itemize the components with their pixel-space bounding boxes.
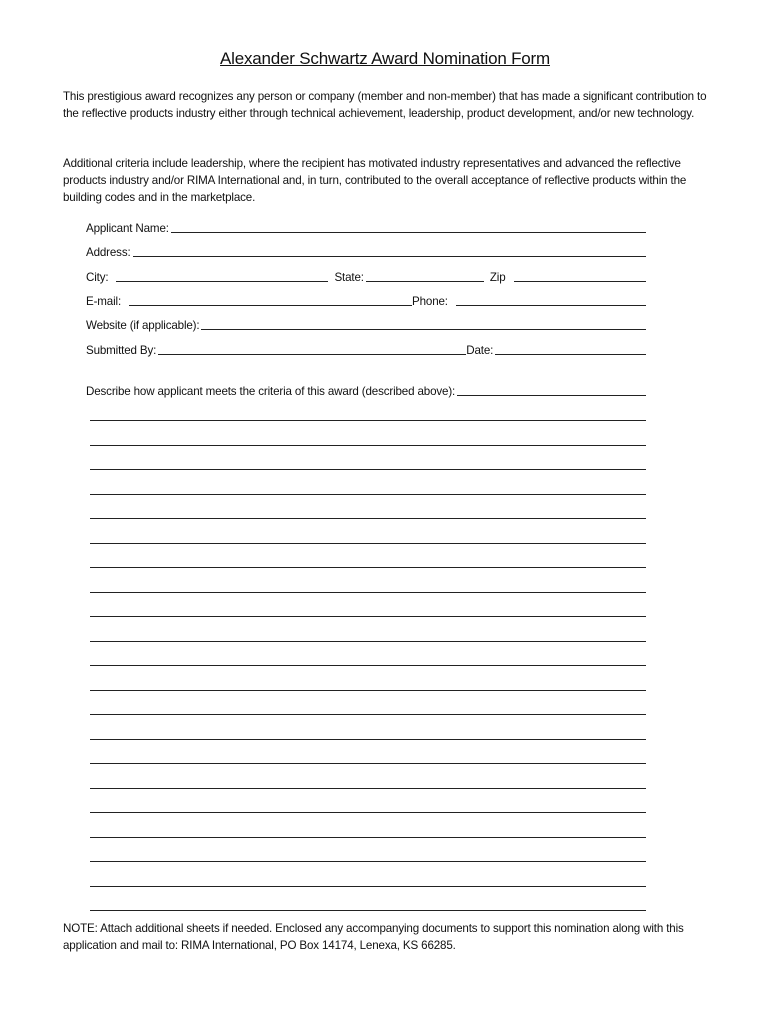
phone-field[interactable]	[456, 304, 646, 306]
zip-field[interactable]	[514, 280, 646, 282]
answer-line[interactable]	[90, 420, 646, 421]
answer-line[interactable]	[90, 763, 646, 764]
answer-line[interactable]	[90, 567, 646, 568]
submitted-by-field[interactable]	[158, 353, 466, 355]
email-field[interactable]	[129, 304, 412, 306]
address-label: Address:	[86, 246, 131, 259]
zip-label: Zip	[489, 271, 506, 284]
describe-label: Describe how applicant meets the criteria of this award (described above):	[86, 385, 456, 398]
answer-line[interactable]	[90, 665, 646, 666]
address-field[interactable]	[133, 255, 646, 257]
state-label: State:	[334, 271, 364, 284]
website-row	[86, 315, 646, 333]
describe-first-line[interactable]	[457, 394, 646, 396]
applicant-name-field[interactable]	[171, 231, 646, 233]
answer-line[interactable]	[90, 592, 646, 593]
answer-line[interactable]	[90, 616, 646, 617]
email-phone-row	[86, 291, 646, 309]
answer-line[interactable]	[90, 812, 646, 813]
answer-line[interactable]	[90, 861, 646, 862]
answer-line[interactable]	[90, 494, 646, 495]
answer-line[interactable]	[90, 886, 646, 887]
answer-line[interactable]	[90, 910, 646, 911]
answer-line[interactable]	[90, 469, 646, 470]
note-text: NOTE: Attach additional sheets if needed. Enclosed any accompanying documents to support this nomination along with this application and mail to: RIMA International, PO Box 14174, Lenexa, KS 66285.	[63, 922, 684, 952]
applicant-name-row	[86, 218, 646, 236]
city-field[interactable]	[116, 280, 328, 282]
answer-line[interactable]	[90, 714, 646, 715]
date-field[interactable]	[495, 353, 646, 355]
answer-line[interactable]	[90, 445, 646, 446]
submitted-by-label: Submitted By:	[86, 344, 157, 357]
submitted-date-row	[86, 340, 646, 358]
city-state-zip-row	[86, 267, 646, 285]
criteria-paragraph: Additional criteria include leadership, where the recipient has motivated industry representatives and advanced the reflective products industry and/or RIMA International and, in turn, contributed to the overall acceptance of reflective products within the building codes and in the marketplace.	[63, 157, 687, 204]
answer-line[interactable]	[90, 788, 646, 789]
state-field[interactable]	[366, 280, 484, 282]
answer-line[interactable]	[90, 837, 646, 838]
applicant-name-label: Applicant Name:	[86, 222, 169, 235]
city-label: City:	[86, 271, 109, 284]
intro-paragraph: This prestigious award recognizes any person or company (member and non-member) that has made a significant contribution to the reflective products industry either through technical achievement, leadership, product development, and/or new technology.	[63, 90, 707, 120]
describe-row	[86, 381, 646, 399]
website-label: Website (if applicable):	[86, 319, 200, 332]
form-title: Alexander Schwartz Award Nomination Form	[220, 49, 550, 68]
answer-line[interactable]	[90, 543, 646, 544]
website-field[interactable]	[201, 328, 646, 330]
date-label: Date:	[466, 344, 494, 357]
answer-line[interactable]	[90, 641, 646, 642]
address-row	[86, 242, 646, 260]
phone-label: Phone:	[412, 295, 448, 308]
email-label: E-mail:	[86, 295, 122, 308]
answer-line[interactable]	[90, 739, 646, 740]
answer-line[interactable]	[90, 518, 646, 519]
answer-line[interactable]	[90, 690, 646, 691]
